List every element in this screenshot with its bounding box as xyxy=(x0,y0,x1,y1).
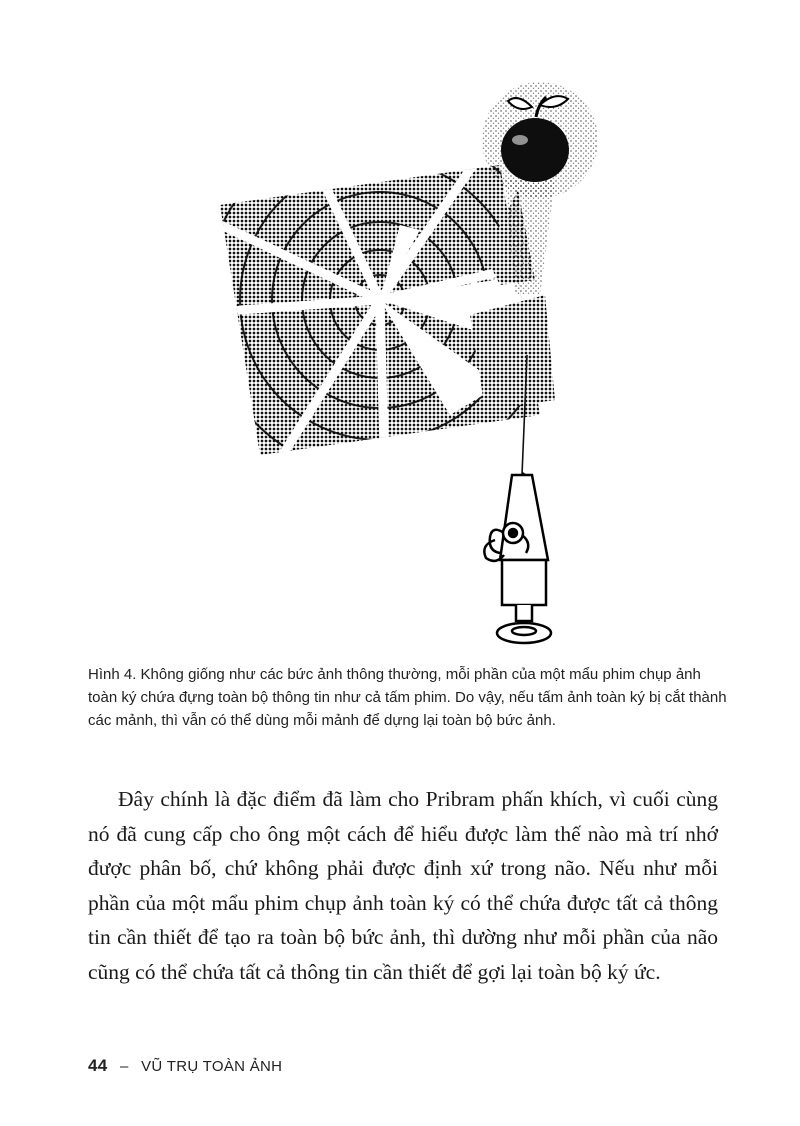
running-title: VŨ TRỤ TOÀN ẢNH xyxy=(141,1058,283,1075)
page-number: 44 xyxy=(88,1056,108,1075)
hologram-film-icon xyxy=(200,55,600,655)
page-footer xyxy=(88,1056,282,1076)
laser-icon xyxy=(484,473,551,643)
hologram-illustration xyxy=(200,55,600,655)
figure-caption: Hình 4. Không giống như các bức ảnh thông thường, mỗi phần của một mẩu phim chụp ảnh toàn ký chứa đựng toàn bộ thông tin như cả tấm phim. Do vậy, nếu tấm ảnh toàn ký bị cắt thành các mảnh, thì vẫn có thể dùng mỗi mảnh để dựng lại toàn bộ bức ảnh. xyxy=(88,666,727,729)
body-paragraph: Đây chính là đặc điểm đã làm cho Pribram phấn khích, vì cuối cùng nó đã cung cấp cho ông một cách để hiểu được làm thế nào mà trí nhớ được phân bố, chứ không phải được định xứ trong não. Nếu như mỗi phần của một mẩu phim chụp ảnh toàn ký có thể chứa được tất cả thông tin cần thiết để tạo ra toàn bộ bức ảnh, thì dường như mỗi phần của não cũng có thể chứa tất cả thông tin cần thiết để gợi lại toàn bộ ký ức. xyxy=(88,787,718,984)
footer-separator: – xyxy=(119,1058,129,1075)
